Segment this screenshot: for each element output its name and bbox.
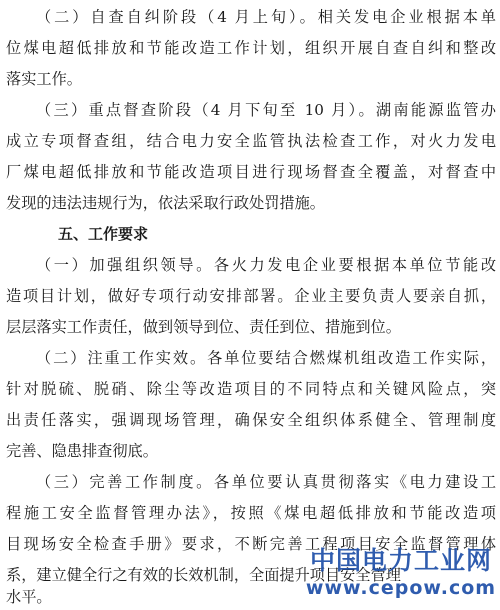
paragraph-line: （二）注重工作实效。各单位要结合燃煤机组改造工作实际， <box>36 349 496 367</box>
paragraph-line: （三）完善工作制度。各单位要认真贯彻落实《电力建设工 <box>36 473 496 491</box>
paragraph-line: 层层落实工作责任，做到领导到位、责任到位、措施到位。 <box>6 318 401 336</box>
paragraph-line: （三）重点督查阶段（4 月下旬至 10 月）。湖南能源监管办 <box>36 101 496 119</box>
paragraph-line: 厂煤电超低排放和节能改造项目进行现场督查全覆盖，对督查中 <box>6 163 496 181</box>
paragraph-line: 水平。 <box>6 588 52 606</box>
paragraph-line: （一）加强组织领导。各火力发电企业要根据本单位节能改 <box>36 256 496 274</box>
paragraph-line: （二）自查自纠阶段（4 月上旬）。相关发电企业根据本单 <box>36 8 496 26</box>
paragraph-line: 发现的违法违规行为，依法采取行政处罚措施。 <box>6 194 325 212</box>
paragraph-line: 出责任落实，强调现场管理，确保安全组织体系健全、管理制度 <box>6 411 496 429</box>
paragraph-line: 程施工安全监督管理办法》，按照《煤电超低排放和节能改造项 <box>6 504 496 522</box>
paragraph-line: 落实工作。 <box>6 70 82 88</box>
watermark-url: www.cepow.com <box>305 577 497 599</box>
paragraph-line: 造项目计划，做好专项行动安排部署。企业主要负责人要亲自抓， <box>6 287 496 305</box>
paragraph-line: 目现场安全检查手册》要求，不断完善工程项目安全监督管理体 <box>6 535 496 553</box>
site-watermark <box>305 546 497 606</box>
paragraph-line: 成立专项督查组，结合电力安全监管执法检查工作，对火力发电 <box>6 132 496 150</box>
paragraph-line: 位煤电超低排放和节能改造工作计划，组织开展自查自纠和整改 <box>6 39 496 57</box>
paragraph-line: 针对脱硫、脱硝、除尘等改造项目的不同特点和关键风险点，突 <box>6 380 496 398</box>
paragraph-line: 完善、隐患排查彻底。 <box>6 442 158 460</box>
paragraph-line: 系，建立健全行之有效的长效机制，全面提升项目安全管理 <box>6 566 401 584</box>
watermark-site-name: 中国电力工业网 <box>309 546 492 575</box>
section-heading: 五、工作要求 <box>58 225 149 243</box>
